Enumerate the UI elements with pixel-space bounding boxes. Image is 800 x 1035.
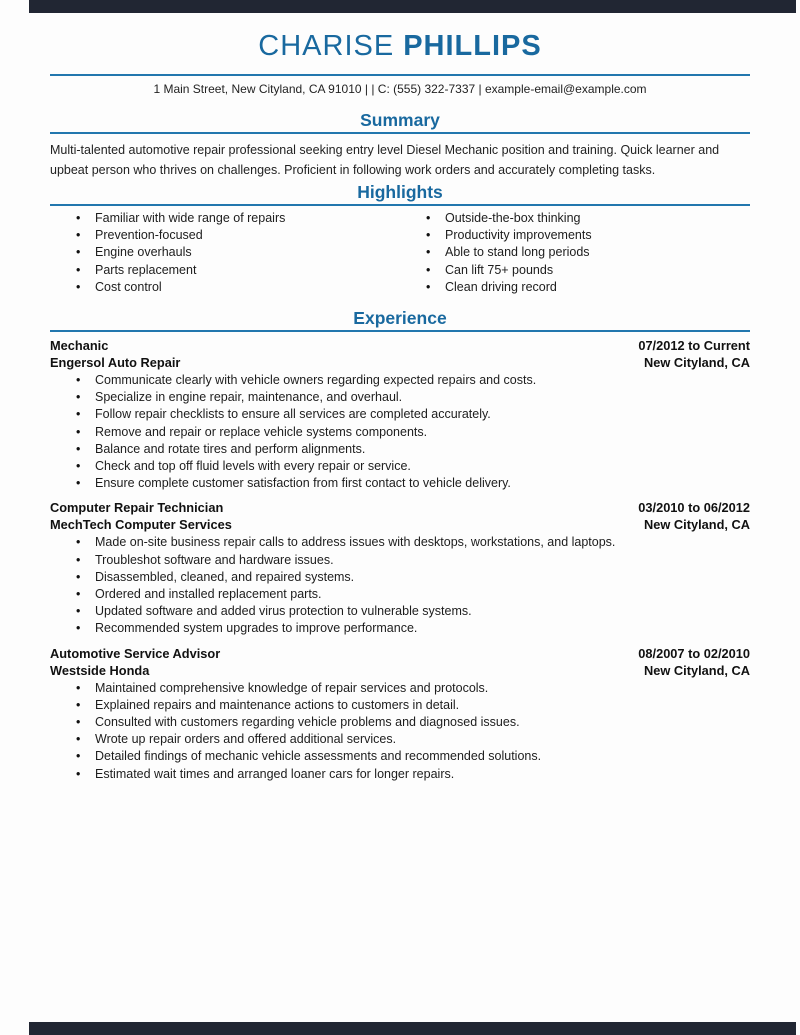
job-bullet: • Check and top off fluid levels with every repair or service. <box>50 458 750 475</box>
job-bullets <box>50 372 750 492</box>
job-location: New Cityland, CA <box>644 517 750 533</box>
job-bullet: • Recommended system upgrades to improve performance. <box>50 620 750 637</box>
name-first: CHARISE <box>258 30 395 62</box>
name-divider-rule <box>50 74 750 76</box>
resume-content <box>50 0 750 783</box>
highlight-item: • Able to stand long periods <box>400 244 750 261</box>
job-title: Automotive Service Advisor <box>50 645 221 661</box>
highlights-heading: Highlights <box>50 182 750 206</box>
highlight-item: • Parts replacement <box>50 262 400 279</box>
job-bullet: • Troubleshot software and hardware issues. <box>50 552 750 569</box>
job-header-right <box>638 645 750 679</box>
job-bullet: • Communicate clearly with vehicle owners regarding expected repairs and costs. <box>50 372 750 389</box>
highlights-list-left <box>50 210 400 296</box>
job-header-left <box>50 499 232 533</box>
job-header-left <box>50 337 180 371</box>
highlight-item: • Productivity improvements <box>400 227 750 244</box>
job-header <box>50 645 750 679</box>
job-bullet: • Follow repair checklists to ensure all services are completed accurately. <box>50 406 750 423</box>
job-bullet: • Detailed findings of mechanic vehicle assessments and recommended solutions. <box>50 748 750 765</box>
job-header <box>50 499 750 533</box>
job-header-right <box>638 337 750 371</box>
job-bullet: • Explained repairs and maintenance actions to customers in detail. <box>50 697 750 714</box>
highlight-item: • Clean driving record <box>400 279 750 296</box>
job-bullet: • Consulted with customers regarding vehicle problems and diagnosed issues. <box>50 714 750 731</box>
bottom-edge-bar <box>29 1022 796 1035</box>
job-entry <box>50 499 750 637</box>
name-last: PHILLIPS <box>403 30 542 62</box>
job-location: New Cityland, CA <box>644 662 750 678</box>
job-bullet: • Estimated wait times and arranged loaner cars for longer repairs. <box>50 766 750 783</box>
job-title: Computer Repair Technician <box>50 500 224 516</box>
job-bullet: • Specialize in engine repair, maintenance, and overhaul. <box>50 389 750 406</box>
highlight-item: • Cost control <box>50 279 400 296</box>
highlight-item: • Outside-the-box thinking <box>400 210 750 227</box>
contact-line: 1 Main Street, New Cityland, CA 91010 | | C: (555) 322-7337 | example-email@example.com <box>153 82 647 96</box>
job-bullet: • Balance and rotate tires and perform alignments. <box>50 441 750 458</box>
summary-text: Multi-talented automotive repair professional seeking entry level Diesel Mechanic position and training. Quick learner and upbeat person who thrives on challenges. Proficient in following work orders and accurately completing tasks. <box>50 143 720 177</box>
job-dates: 03/2010 to 06/2012 <box>638 500 750 516</box>
job-bullets <box>50 534 750 637</box>
job-entry <box>50 645 750 783</box>
job-bullet: • Wrote up repair orders and offered additional services. <box>50 731 750 748</box>
job-bullet: • Disassembled, cleaned, and repaired systems. <box>50 569 750 586</box>
job-entry <box>50 337 750 492</box>
job-bullet: • Remove and repair or replace vehicle systems components. <box>50 424 750 441</box>
job-bullet: • Updated software and added virus protection to vulnerable systems. <box>50 603 750 620</box>
job-bullet: • Made on-site business repair calls to address issues with desktops, workstations, and laptops. <box>50 534 750 551</box>
job-title: Mechanic <box>50 338 109 354</box>
job-bullet: • Ordered and installed replacement parts. <box>50 586 750 603</box>
job-company: Engersol Auto Repair <box>50 355 181 371</box>
experience-heading: Experience <box>50 308 750 332</box>
highlights-list-right <box>400 210 750 296</box>
resume-name <box>50 31 750 62</box>
job-dates: 08/2007 to 02/2010 <box>638 645 750 661</box>
job-header <box>50 337 750 371</box>
job-bullet: • Maintained comprehensive knowledge of repair services and protocols. <box>50 680 750 697</box>
highlight-item: • Prevention-focused <box>50 227 400 244</box>
job-location: New Cityland, CA <box>644 355 750 371</box>
experience-jobs <box>50 337 750 783</box>
highlights-columns <box>50 210 750 296</box>
highlight-item: • Can lift 75+ pounds <box>400 262 750 279</box>
job-company: Westside Honda <box>50 662 150 678</box>
summary-heading: Summary <box>50 110 750 134</box>
job-dates: 07/2012 to Current <box>638 338 750 354</box>
highlight-item: • Engine overhauls <box>50 244 400 261</box>
job-bullets <box>50 680 750 783</box>
job-header-left <box>50 645 220 679</box>
job-header-right <box>638 499 750 533</box>
job-company: MechTech Computer Services <box>50 517 232 533</box>
highlight-item: • Familiar with wide range of repairs <box>50 210 400 227</box>
job-bullet: • Ensure complete customer satisfaction from first contact to vehicle delivery. <box>50 475 750 492</box>
